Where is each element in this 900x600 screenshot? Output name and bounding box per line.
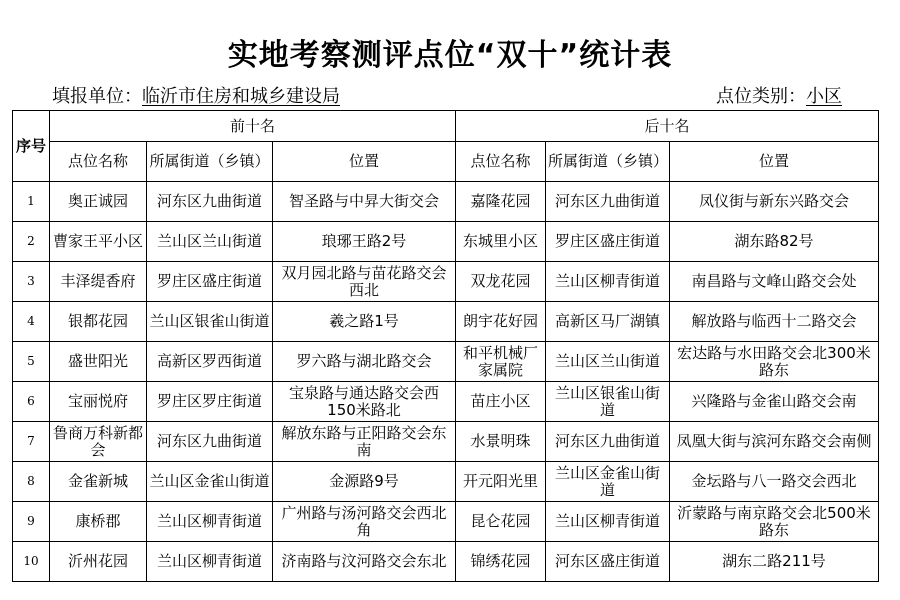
cell-front-street: 兰山区兰山街道 xyxy=(147,222,273,262)
report-unit xyxy=(52,82,340,108)
cell-back-location: 南昌路与文峰山路交会处 xyxy=(670,262,879,302)
cell-back-name: 苗庄小区 xyxy=(456,382,546,422)
cell-back-location: 凤仪街与新东兴路交会 xyxy=(670,182,879,222)
cell-back-street: 兰山区兰山街道 xyxy=(546,342,670,382)
table-row xyxy=(13,382,879,422)
row-number: 8 xyxy=(13,462,50,502)
cell-front-name: 金雀新城 xyxy=(50,462,147,502)
cell-back-location: 湖东二路211号 xyxy=(670,542,879,582)
cell-back-name: 开元阳光里 xyxy=(456,462,546,502)
cell-front-name: 银都花园 xyxy=(50,302,147,342)
col-header-location: 位置 xyxy=(273,142,456,182)
cell-front-street: 兰山区金雀山街道 xyxy=(147,462,273,502)
table-row xyxy=(13,262,879,302)
cell-back-location: 解放路与临西十二路交会 xyxy=(670,302,879,342)
row-number: 10 xyxy=(13,542,50,582)
table-row xyxy=(13,182,879,222)
cell-front-name: 奥正诚园 xyxy=(50,182,147,222)
col-header-name: 点位名称 xyxy=(50,142,147,182)
cell-back-location: 凤凰大街与滨河东路交会南侧 xyxy=(670,422,879,462)
cell-front-location: 罗六路与湖北路交会 xyxy=(273,342,456,382)
cell-front-location: 羲之路1号 xyxy=(273,302,456,342)
category-label: 点位类别： xyxy=(716,86,806,107)
report-unit-label: 填报单位： xyxy=(52,86,142,107)
col-header-name: 点位名称 xyxy=(456,142,546,182)
cell-front-name: 鲁商万科新都会 xyxy=(50,422,147,462)
cell-front-street: 罗庄区罗庄街道 xyxy=(147,382,273,422)
cell-front-name: 曹家王平小区 xyxy=(50,222,147,262)
cell-front-name: 宝丽悦府 xyxy=(50,382,147,422)
category xyxy=(716,82,842,108)
cell-back-name: 水景明珠 xyxy=(456,422,546,462)
cell-back-name: 双龙花园 xyxy=(456,262,546,302)
cell-front-name: 康桥郡 xyxy=(50,502,147,542)
table-row xyxy=(13,542,879,582)
cell-front-street: 罗庄区盛庄街道 xyxy=(147,262,273,302)
cell-back-street: 河东区九曲街道 xyxy=(546,182,670,222)
statistics-table xyxy=(12,110,879,582)
table-row xyxy=(13,222,879,262)
cell-front-location: 解放东路与正阳路交会东南 xyxy=(273,422,456,462)
row-number: 4 xyxy=(13,302,50,342)
cell-front-location: 宝泉路与通达路交会西150米路北 xyxy=(273,382,456,422)
row-number: 6 xyxy=(13,382,50,422)
cell-back-location: 湖东路82号 xyxy=(670,222,879,262)
cell-front-location: 琅琊王路2号 xyxy=(273,222,456,262)
group-front-header: 前十名 xyxy=(50,111,456,142)
cell-back-location: 沂蒙路与南京路交会北500米路东 xyxy=(670,502,879,542)
row-number: 7 xyxy=(13,422,50,462)
cell-back-street: 兰山区柳青街道 xyxy=(546,502,670,542)
row-number: 5 xyxy=(13,342,50,382)
table-row xyxy=(13,462,879,502)
cell-front-name: 盛世阳光 xyxy=(50,342,147,382)
table-row xyxy=(13,502,879,542)
cell-front-name: 丰泽缇香府 xyxy=(50,262,147,302)
cell-front-street: 兰山区柳青街道 xyxy=(147,542,273,582)
cell-back-street: 兰山区银雀山街道 xyxy=(546,382,670,422)
category-value: 小区 xyxy=(806,86,842,107)
row-number: 1 xyxy=(13,182,50,222)
cell-front-location: 双月园北路与苗花路交会西北 xyxy=(273,262,456,302)
cell-front-street: 兰山区银雀山街道 xyxy=(147,302,273,342)
report-unit-value: 临沂市住房和城乡建设局 xyxy=(142,86,340,107)
cell-front-street: 河东区九曲街道 xyxy=(147,422,273,462)
col-header-street: 所属街道（乡镇） xyxy=(147,142,273,182)
row-number: 2 xyxy=(13,222,50,262)
cell-back-name: 东城里小区 xyxy=(456,222,546,262)
cell-back-name: 锦绣花园 xyxy=(456,542,546,582)
cell-front-location: 济南路与汶河路交会东北 xyxy=(273,542,456,582)
table-row xyxy=(13,422,879,462)
cell-back-location: 金坛路与八一路交会西北 xyxy=(670,462,879,502)
cell-front-street: 兰山区柳青街道 xyxy=(147,502,273,542)
col-header-location: 位置 xyxy=(670,142,879,182)
cell-back-name: 朗宇花好园 xyxy=(456,302,546,342)
cell-back-location: 宏达路与水田路交会北300米路东 xyxy=(670,342,879,382)
cell-back-name: 和平机械厂家属院 xyxy=(456,342,546,382)
cell-back-street: 兰山区金雀山街道 xyxy=(546,462,670,502)
page-title: 实地考察测评点位“双十”统计表 xyxy=(227,38,673,73)
cell-front-location: 智圣路与中昇大街交会 xyxy=(273,182,456,222)
cell-back-street: 河东区九曲街道 xyxy=(546,422,670,462)
cell-front-street: 河东区九曲街道 xyxy=(147,182,273,222)
cell-back-street: 高新区马厂湖镇 xyxy=(546,302,670,342)
cell-front-location: 广州路与汤河路交会西北角 xyxy=(273,502,456,542)
seq-header: 序号 xyxy=(13,111,50,182)
cell-back-street: 罗庄区盛庄街道 xyxy=(546,222,670,262)
cell-back-name: 昆仑花园 xyxy=(456,502,546,542)
row-number: 9 xyxy=(13,502,50,542)
cell-back-location: 兴隆路与金雀山路交会南 xyxy=(670,382,879,422)
cell-back-name: 嘉隆花园 xyxy=(456,182,546,222)
group-back-header: 后十名 xyxy=(456,111,879,142)
cell-back-street: 兰山区柳青街道 xyxy=(546,262,670,302)
cell-front-location: 金源路9号 xyxy=(273,462,456,502)
cell-front-name: 沂州花园 xyxy=(50,542,147,582)
table-row xyxy=(13,302,879,342)
cell-front-street: 高新区罗西街道 xyxy=(147,342,273,382)
col-header-street: 所属街道（乡镇） xyxy=(546,142,670,182)
table-row xyxy=(13,342,879,382)
cell-back-street: 河东区盛庄街道 xyxy=(546,542,670,582)
row-number: 3 xyxy=(13,262,50,302)
